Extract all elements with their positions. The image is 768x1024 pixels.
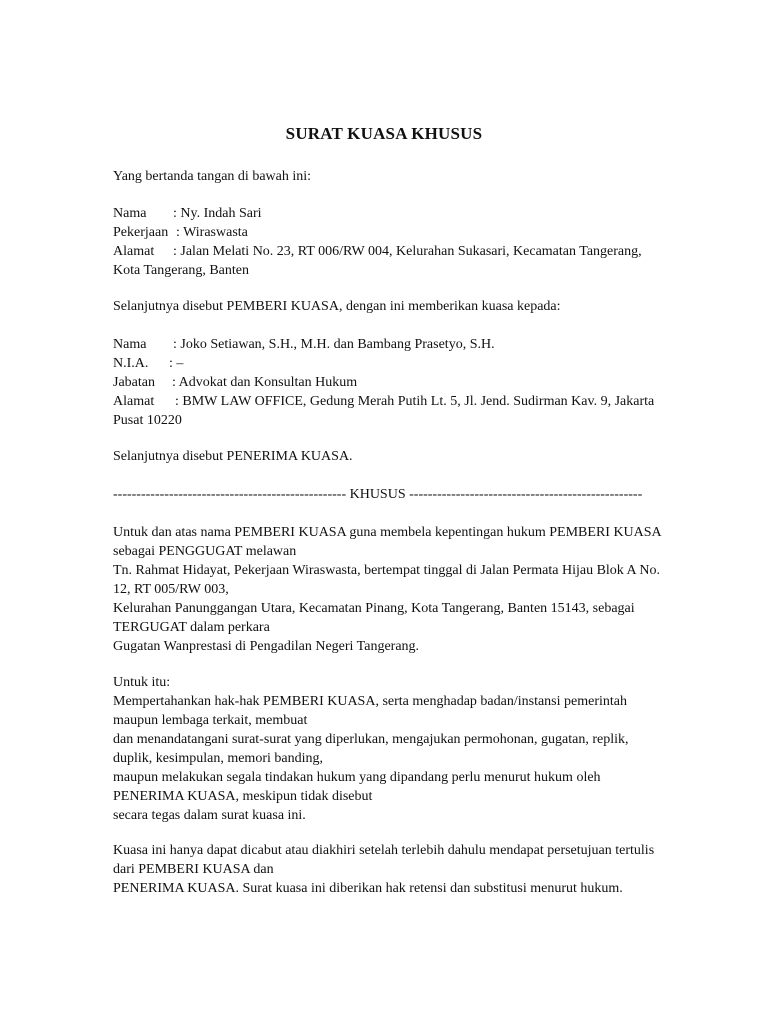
penerima-alamat-value: : BMW LAW OFFICE, Gedung Merah Putih Lt. 5, Jl. Jend. Sudirman Kav. 9, Jakarta [175,394,655,409]
pemberi-alamat-cont: Kota Tangerang, Banten [113,263,249,278]
pemberi-nama-value: : Ny. Indah Sari [173,206,262,221]
penerima-alamat-cont: Pusat 10220 [113,413,182,428]
pemberi-alamat-row [113,242,673,261]
paragraph-line: Untuk itu: [113,675,171,690]
penerima-identity [113,335,673,430]
penerima-nama-label: Nama [113,337,147,352]
penerima-nama-value: : Joko Setiawan, S.H., M.H. dan Bambang Prasetyo, S.H. [173,337,495,352]
penerima-nama-row [113,335,673,354]
paragraph-line: 12, RT 005/RW 003, [113,582,229,597]
intro-text [113,167,673,186]
pemberi-identity [113,204,673,280]
penerima-nia-row [113,354,673,373]
paragraph-line: dan menandatangani surat-surat yang diperlukan, mengajukan permohonan, gugatan, replik, [113,732,629,747]
paragraph-line: dari PEMBERI KUASA dan [113,862,274,877]
paragraph-line: Untuk dan atas nama PEMBERI KUASA guna membela kepentingan hukum PEMBERI KUASA [113,525,662,540]
khusus-separator: -------------------------------------------------- KHUSUS -------------------------------------------------- [113,487,643,502]
paragraph-line: TERGUGAT dalam perkara [113,620,270,635]
pemberi-statement-line: Selanjutnya disebut PEMBERI KUASA, dengan ini memberikan kuasa kepada: [113,299,561,314]
paragraph-line: Gugatan Wanprestasi di Pengadilan Negeri Tangerang. [113,639,420,654]
intro-line: Yang bertanda tangan di bawah ini: [113,169,312,184]
pemberi-pekerjaan-label: Pekerjaan [113,225,169,240]
pemberi-pekerjaan-row [113,223,673,242]
penutup-paragraph [113,841,673,898]
pemberi-alamat-label: Alamat [113,244,155,259]
penerima-jabatan-row [113,373,673,392]
paragraph-line: Kuasa ini hanya dapat dicabut atau diakhiri setelah terlebih dahulu mendapat persetujuan tertulis [113,843,655,858]
paragraph-line: duplik, kesimpulan, memori banding, [113,751,323,766]
pemberi-statement [113,297,673,316]
document-title: SURAT KUASA KHUSUS [285,124,483,143]
paragraph-line: maupun lembaga terkait, membuat [113,713,308,728]
paragraph-line: secara tegas dalam surat kuasa ini. [113,808,306,823]
penerima-nia-label: N.I.A. [113,356,149,371]
pemberi-nama-row [113,204,673,223]
paragraph-line: maupun melakukan segala tindakan hukum yang dipandang perlu menurut hukum oleh [113,770,601,785]
penerima-jabatan-value: : Advokat dan Konsultan Hukum [172,375,358,390]
penerima-statement [113,447,673,466]
paragraph-line: sebagai PENGGUGAT melawan [113,544,297,559]
penerima-alamat-row [113,392,673,411]
paragraph-line: Mempertahankan hak-hak PEMBERI KUASA, serta menghadap badan/instansi pemerintah [113,694,627,709]
penerima-alamat-label: Alamat [113,394,155,409]
penerima-nia-value: : – [169,356,184,371]
pemberi-pekerjaan-value: : Wiraswasta [176,225,248,240]
khusus-paragraph [113,523,673,656]
paragraph-line: PENERIMA KUASA. Surat kuasa ini diberikan hak retensi dan substitusi menurut hukum. [113,881,623,896]
pemberi-alamat-value: : Jalan Melati No. 23, RT 006/RW 004, Kelurahan Sukasari, Kecamatan Tangerang, [173,244,642,259]
untuk-itu-paragraph [113,673,673,825]
paragraph-line: PENERIMA KUASA, meskipun tidak disebut [113,789,373,804]
penerima-jabatan-label: Jabatan [113,375,155,390]
paragraph-line: Kelurahan Panunggangan Utara, Kecamatan Pinang, Kota Tangerang, Banten 15143, sebagai [113,601,635,616]
paragraph-line: Tn. Rahmat Hidayat, Pekerjaan Wiraswasta, bertempat tinggal di Jalan Permata Hijau Blok A No. [113,563,660,578]
pemberi-nama-label: Nama [113,206,147,221]
penerima-statement-line: Selanjutnya disebut PENERIMA KUASA. [113,449,353,464]
